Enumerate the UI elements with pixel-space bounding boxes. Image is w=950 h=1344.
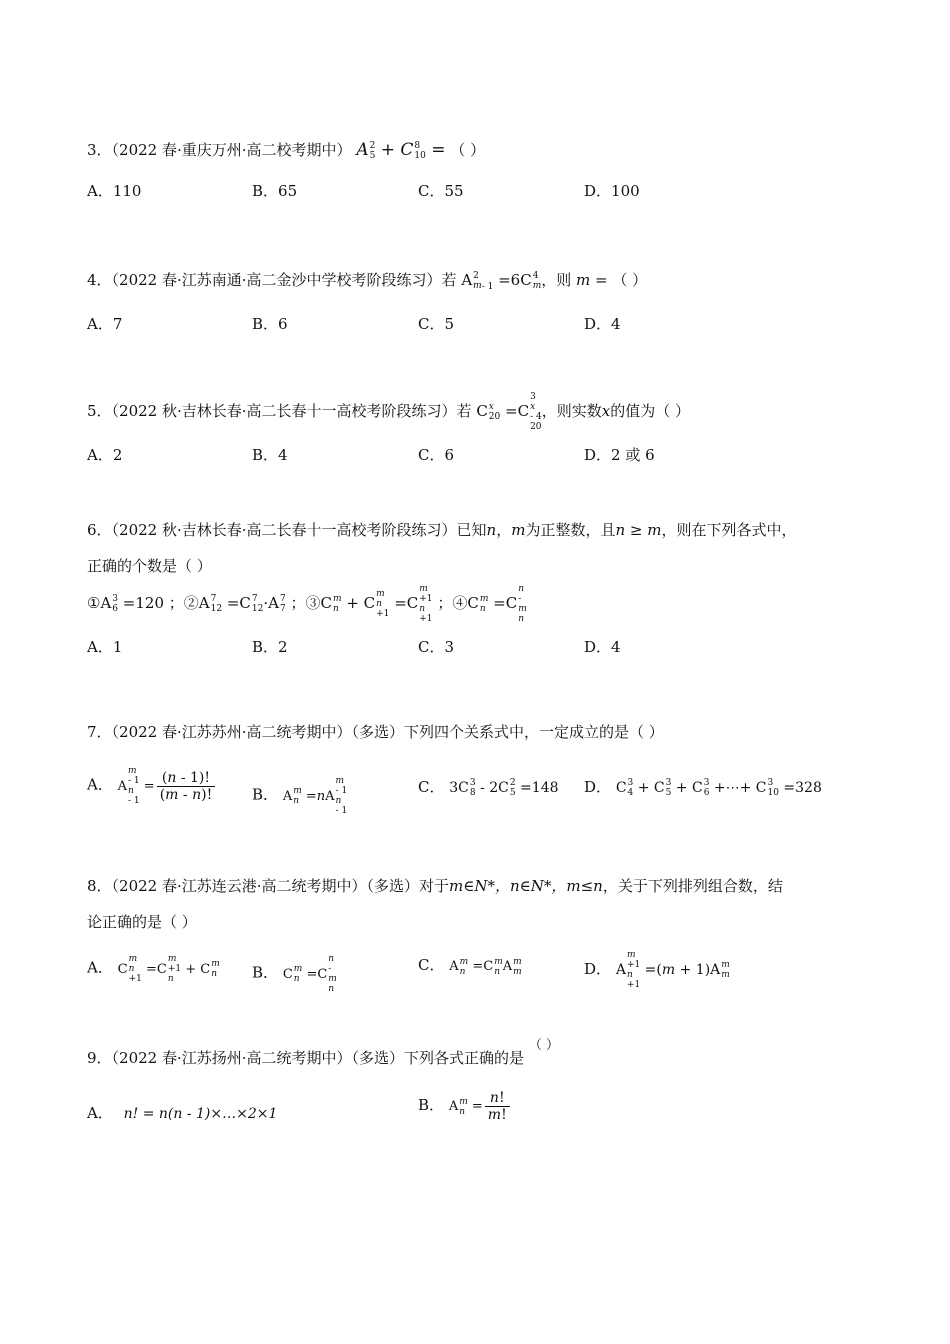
- question-source: （2022 春·重庆万州·高二校考期中）: [111, 141, 352, 159]
- option-c: C．3: [418, 638, 455, 656]
- option-c: C．5: [418, 315, 455, 333]
- options-row: [87, 1090, 877, 1140]
- question-7: [87, 714, 877, 816]
- question-3: [87, 132, 877, 214]
- question-4: [87, 262, 877, 347]
- options-row: [87, 946, 877, 994]
- option-d: D．2 或 6: [584, 446, 655, 464]
- option-d: D．4: [584, 315, 621, 333]
- question-number: 6．: [87, 521, 112, 539]
- option-b: B． A m n = $\frac{n!}{m!}$: [418, 1090, 512, 1123]
- options-row: [87, 444, 877, 478]
- question-source: （2022 春·江苏苏州·高二统考期中）（多选）下列四个关系式中，一定成立的是（ ）: [111, 723, 664, 741]
- option-c: C．6: [418, 446, 455, 464]
- option-c: C． 3C 3 8 - 2C 2 5 =148: [418, 778, 559, 798]
- options-row: [87, 636, 877, 670]
- answer-blank: （ ）: [612, 271, 648, 289]
- question-stem: 5．（2022 秋·吉林长春·高二长春十一高校考阶段练习）若 C x 20 =C 3 x - 4 20 ，则实数x的值为（ ）: [87, 392, 690, 432]
- question-stem-line-2: 正确的个数是（ ）: [87, 557, 212, 575]
- question-source: （2022 春·江苏连云港·高二统考期中）（多选）对于: [111, 877, 450, 895]
- question-stem: [87, 714, 877, 750]
- question-number: 9．: [87, 1049, 112, 1067]
- answer-blank: （ ）: [528, 1038, 559, 1053]
- question-stem: 4．（2022 春·江苏南通·高二金沙中学校考阶段练习）若 A 2 m $_{- 1}$ =6C 4 m ，则 m = （ ）: [87, 271, 648, 292]
- option-c: C． A m n =C m n A m m: [418, 956, 522, 977]
- question-stem: 8．（2022 春·江苏连云港·高二统考期中）（多选）对于m∈N*，n∈N*，m≤n，关于下列排列组合数，结: [87, 877, 783, 895]
- variable-m: m: [576, 271, 591, 289]
- option-b: B． C m n =C n - m n: [252, 954, 337, 994]
- question-number: 5．: [87, 402, 112, 420]
- option-a: A．110: [87, 182, 142, 200]
- question-stem: [87, 132, 877, 168]
- options-row: [87, 180, 877, 214]
- option-d: D．4: [584, 638, 621, 656]
- option-b: B．4: [252, 446, 288, 464]
- question-source: （2022 春·江苏扬州·高二统考期中）（多选）下列各式正确的是: [111, 1049, 525, 1067]
- question-number: 8．: [87, 877, 112, 895]
- question-8: [87, 868, 877, 994]
- option-b: B． A m n =nA m - 1 n - 1: [252, 776, 348, 816]
- question-number: 3．: [87, 141, 112, 159]
- question-number: 4．: [87, 271, 112, 289]
- answer-blank: （ ）: [450, 141, 486, 159]
- question-stem-line-2: 论正确的是（ ）: [87, 913, 197, 931]
- option-c: C．55: [418, 182, 464, 200]
- option-a: A．1: [87, 638, 123, 656]
- formula: A 2 5 + C 8 10 =: [356, 140, 446, 161]
- option-a: A． C m n +1 =C m +1 n + C m n: [87, 954, 220, 984]
- option-b: B．65: [252, 182, 298, 200]
- question-5: [87, 392, 877, 478]
- question-source: （2022 秋·吉林长春·高二长春十一高校考阶段练习）若: [111, 402, 472, 420]
- option-b: B．2: [252, 638, 288, 656]
- question-stem: 6．（2022 秋·吉林长春·高二长春十一高校考阶段练习）已知n，m为正整数，且n ≥ m，则在下列各式中，: [87, 521, 797, 539]
- option-a: A．2: [87, 446, 123, 464]
- statements: ①A 3 6 =120 ；②A 7 12 =C 7 12 ·A 7 7 ；③C m n + C m n +1 =C m +1 n +1 ；④C m n =C n - m n: [87, 584, 527, 624]
- option-a: A． A m - 1 n - 1 = $\frac{(n - 1)!}{(m - n)!}$: [87, 766, 217, 806]
- option-d: D． C 3 4 + C 3 5 + C 3 6 +⋯+ C 3 10 =328: [584, 778, 822, 798]
- question-6: [87, 512, 877, 670]
- question-source: （2022 春·江苏南通·高二金沙中学校考阶段练习）若: [111, 271, 457, 289]
- formula: A 2 m $_{- 1}$ =6C 4 m: [461, 271, 542, 292]
- question-stem: [87, 1040, 877, 1078]
- condition: m∈N*，n∈N*，m≤n: [449, 877, 603, 895]
- option-a: A．7: [87, 315, 123, 333]
- options-row: [87, 756, 877, 816]
- formula: C x 20 =C 3 x - 4 20: [476, 392, 542, 432]
- variable-x: x: [601, 402, 611, 420]
- option-d: D．100: [584, 182, 640, 200]
- question-source: （2022 秋·吉林长春·高二长春十一高校考阶段练习）已知: [111, 521, 487, 539]
- option-a: A． n! = n(n - 1)×…×2×1: [87, 1104, 278, 1122]
- options-row: [87, 313, 877, 347]
- question-number: 7．: [87, 723, 112, 741]
- option-d: D． A m +1 n +1 =(m + 1)A m m: [584, 950, 730, 990]
- option-b: B．6: [252, 315, 288, 333]
- question-9: [87, 1040, 877, 1140]
